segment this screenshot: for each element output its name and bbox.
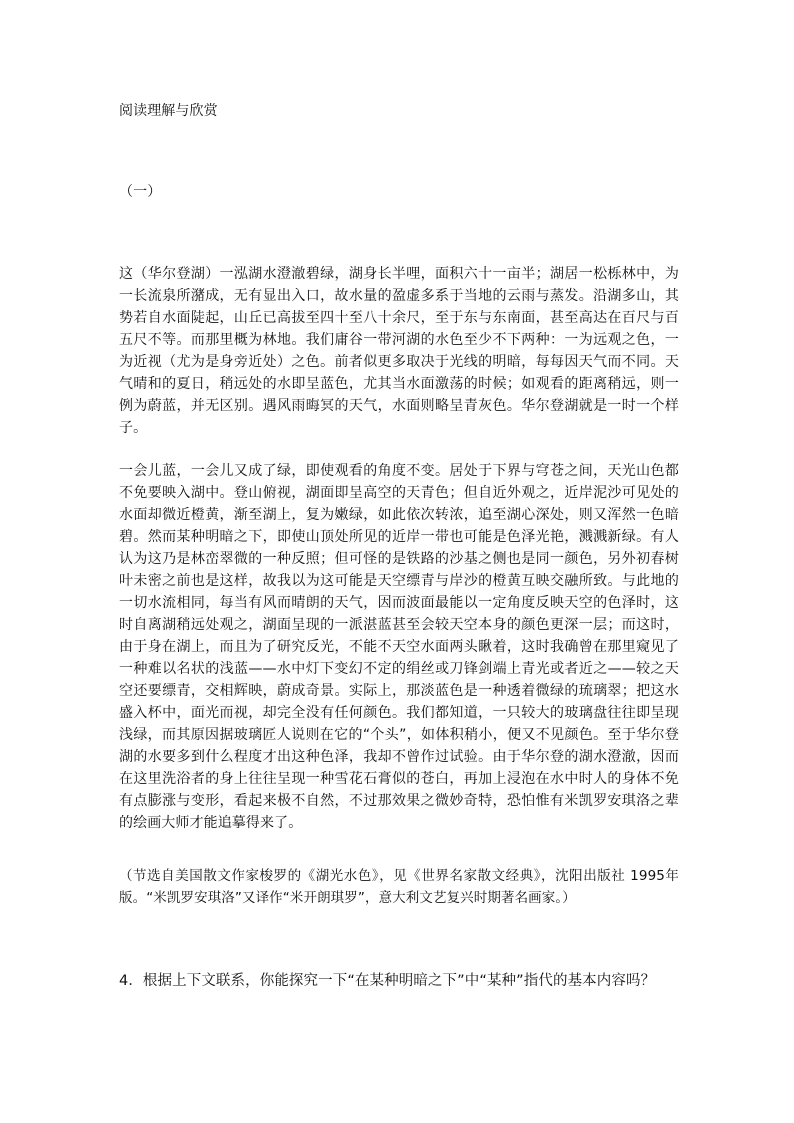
- document-title: [119, 100, 679, 122]
- source-note-text: （节选自美国散文作家梭罗的《湖光水色》，见《世界名家散文经典》，沈阳出版社 1995年版。“米凯罗安琪洛”又译作“米开朗琪罗”，意大利文艺复兴时期著名画家。）: [119, 868, 679, 906]
- question-text: 4．根据上下文联系，你能探究一下“在某种明暗之下”中“某种”指代的基本内容吗？: [119, 973, 656, 989]
- paragraph-2-text: 一会儿蓝，一会儿又成了绿，即使观看的角度不变。居处于下界与穹苍之间，天光山色都不免要映入湖中。登山俯视，湖面即呈高空的天青色；但自近外观之，近岸泥沙可见处的水面却微近橙黄，渐至湖上，复为嫩绿，如此依次转浓，追至湖心深处，则又浑然一色暗碧。然而某种明暗之下，即使山顶处所见的近岸一带也可能是色泽光艳，溅溅新绿。有人认为这乃是林峦翠微的一种反照；但可怪的是铁路的沙基之侧也是同一颜色，另外初春树叶未密之前也是这样，故我以为这可能是天空缥青与岸沙的橙黄互映交融所致。与此地的一切水流相同，每当有风而晴朗的天气，因而波面最能以一定角度反映天空的色泽时，这时自离湖稍远处观之，湖面呈现的一派湛蓝甚至会较天空本身的颜色更深一层；而这时，由于身在湖上，而且为了研究反光，不能不天空水面两头瞅着，这时我确曾在那里窥见了一种难以名状的浅蓝——水中灯下变幻不定的绢丝或刀锋剑端上青光或者近之——较之天空还要缥青，交相辉映，蔚成奇景。实际上，那淡蓝色是一种透着微绿的琉璃翠；把这水盛入杯中，面光而视，却完全没有任何颜色。我们都知道，一只较大的玻璃盘往往即呈现浅绿，而其原因据玻璃匠人说则在它的“个头”，如体积稍小，便又不见颜色。至于华尔登湖的水要多到什么程度才出这种色泽，我却不曾作过试验。由于华尔登的湖水澄澈，因而在这里洗浴者的身上往往呈现一种雪花石膏似的苍白，再加上浸泡在水中时人的身体不免有点膨涨与变形，看起来极不自然，不过那效果之微妙奇特，恐怕惟有米凯罗安琪洛之辈的绘画大师才能追摹得来了。: [119, 463, 679, 831]
- title-text: 阅读理解与欣赏: [119, 103, 218, 119]
- paragraph-1: [119, 263, 679, 439]
- paragraph-2: [119, 460, 679, 834]
- source-note: [119, 865, 679, 909]
- section-label: [119, 181, 679, 203]
- section-label-text: （一）: [119, 184, 162, 200]
- question-4: [119, 970, 679, 992]
- paragraph-1-text: 这（华尔登湖）一泓湖水澄澈碧绿，湖身长半哩，面积六十一亩半；湖居一松栎林中，为一长流泉所潴成，无有显出入口，故水量的盈虚多系于当地的云雨与蒸发。沿湖多山，其势若自水面陡起，山丘已高拔至四十至八十余尺，至于东与东南面，甚至高达在百尺与百五尺不等。而那里概为林地。我们庸谷一带河湖的水色至少不下两种：一为远观之色，一为近视（尤为是身旁近处）之色。前者似更多取决于光线的明暗，每每因天气而不同。天气晴和的夏日，稍远处的水即呈蓝色，尤其当水面激荡的时候；如观看的距离稍远，则一例为蔚蓝，并无区别。遇风雨晦冥的天气，水面则略呈青灰色。华尔登湖就是一时一个样子。: [119, 266, 679, 436]
